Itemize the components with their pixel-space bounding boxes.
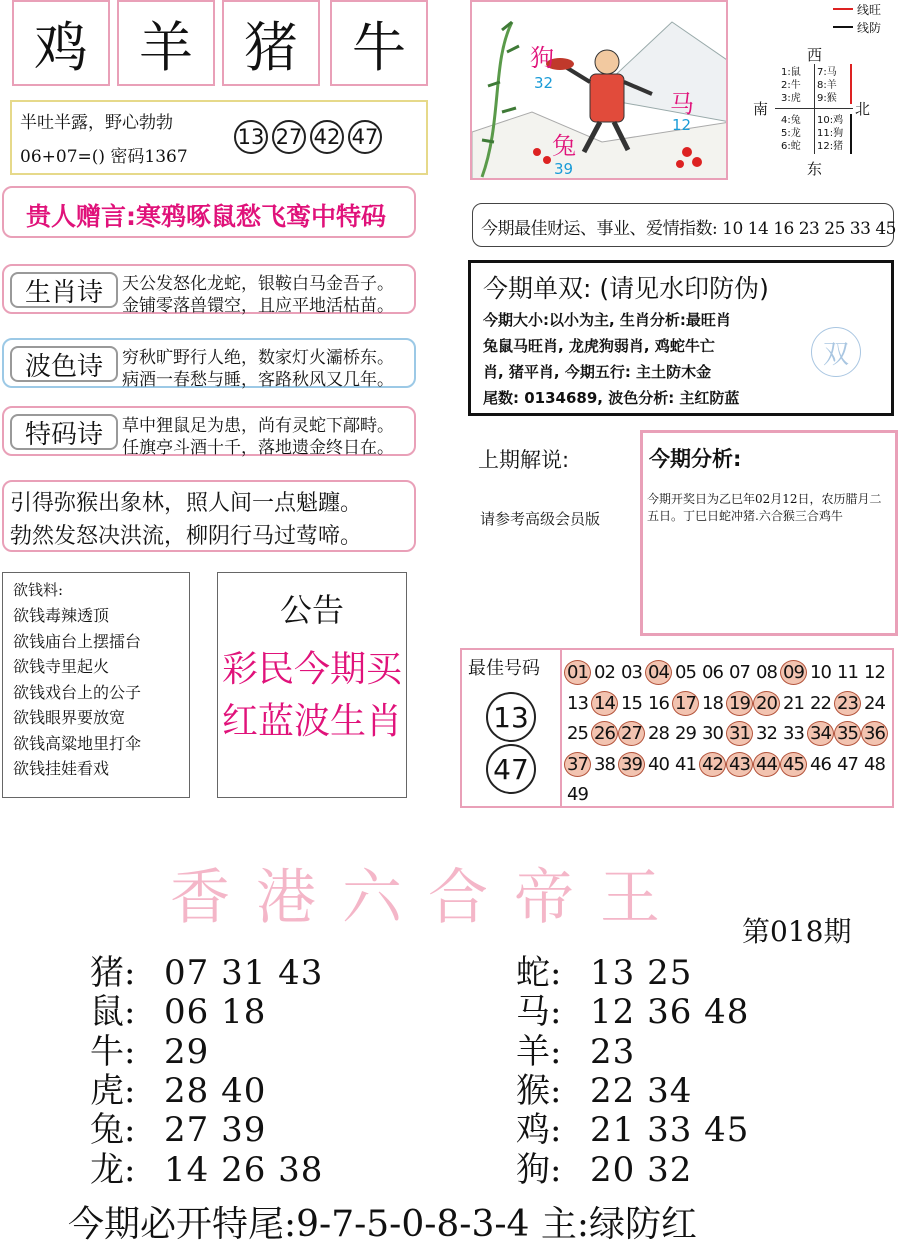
compass: [745, 0, 900, 180]
grid-number: 42: [699, 752, 726, 777]
grid-number: 02: [594, 662, 615, 683]
picture-label-zodiac: 马: [670, 90, 694, 118]
footer-special: 今期必开特尾:9-7-5-0-8-3-4 主:绿防红: [68, 1204, 698, 1245]
best-numbers-box: [460, 648, 894, 808]
legend-red-line: [833, 8, 853, 10]
poem-tag: 波色诗: [10, 346, 118, 382]
compass-black-mark: [850, 114, 852, 154]
grid-number: 41: [675, 753, 696, 775]
compass-v-line: [814, 64, 815, 154]
notice-box: [217, 572, 407, 798]
best-number: 47: [486, 744, 536, 794]
picture-label-num: 32: [534, 74, 554, 92]
zodiac-box-1: 鸡: [12, 0, 110, 86]
grid-number: 48: [864, 753, 885, 775]
money-item: 欲钱高粱地里打伞: [13, 733, 142, 753]
zodiac-row: 马: 12 36 48: [516, 992, 750, 1032]
single-double-line: 肖, 猪平肖, 今期五行: 主土防木金: [483, 363, 712, 381]
grid-number: 35: [834, 721, 861, 746]
verse-line-1: 引得弥猴出象林，照人间一点魁躔。: [10, 491, 363, 516]
grid-number: 27: [618, 721, 645, 746]
picture-box: [470, 0, 728, 180]
grid-number: 13: [567, 692, 588, 714]
best-divider: [560, 650, 562, 806]
grid-number: 23: [834, 691, 861, 716]
grid-number: 01: [564, 660, 591, 685]
picture-label-num: 39: [554, 160, 574, 178]
zodiac-row: 鼠: 06 18: [90, 992, 267, 1032]
legend-black-label: 线防: [857, 21, 882, 35]
grid-number: 34: [807, 721, 834, 746]
grid-number: 37: [564, 752, 591, 777]
verse-box: [2, 480, 416, 552]
grid-number: 19: [726, 691, 753, 716]
poem-zodiac: [2, 264, 416, 314]
zodiac-row: 蛇: 13 25: [516, 953, 693, 993]
notice-title: 公告: [279, 591, 344, 629]
money-box: [2, 572, 190, 798]
zodiac-box-4: 牛: [330, 0, 428, 86]
grid-number: 32: [756, 723, 777, 744]
grid-number: 16: [648, 692, 669, 714]
grid-number: 45: [780, 752, 807, 777]
verse-line-2: 勃然发怒决洪流，柳阴行马过莺啼。: [10, 524, 363, 549]
grid-number: 21: [783, 692, 804, 714]
single-double-lines: [483, 307, 739, 411]
compass-east: 东: [807, 160, 823, 178]
grid-number: 08: [756, 662, 777, 683]
grid-number: 06: [702, 662, 723, 683]
analysis-box: [640, 430, 898, 636]
picture-label-zodiac: 狗: [530, 44, 554, 72]
analysis-title: 今期分析:: [649, 447, 742, 471]
hint-number: 42: [310, 120, 344, 154]
grid-number: 10: [810, 662, 831, 683]
grid-number: 38: [594, 753, 615, 775]
zodiac-row: 羊: 23: [516, 1032, 636, 1072]
money-item: 欲钱挂娃看戏: [13, 759, 110, 778]
poem-line: 病酒一春愁与睡，客路秋风又几年。: [122, 370, 394, 390]
best-title: 最佳号码: [468, 658, 540, 679]
compass-left-bottom: 4:兔 5:龙 6:蛇: [781, 115, 801, 152]
issue-number: 第018期: [742, 915, 852, 948]
noble-quote: 贵人赠言:寒鸦啄鼠愁飞鸾中特码: [26, 202, 386, 231]
grid-number: 43: [726, 752, 753, 777]
fortune-text: 今期最佳财运、事业、爱情指数: 10 14 16 23 25 33 45: [481, 219, 896, 239]
money-item: 欲钱寺里起火: [13, 657, 110, 676]
last-period-text: 请参考高级会员版: [480, 510, 601, 528]
single-double-line: 尾数: 0134689, 波色分析: 主红防蓝: [483, 389, 740, 407]
picture-label-num: 12: [672, 116, 692, 134]
single-double-line: 今期大小:以小为主, 生肖分析:最旺肖: [483, 311, 731, 329]
zodiac-box-3: 猪: [222, 0, 320, 86]
grid-number: 30: [702, 723, 723, 744]
grid-number: 24: [864, 692, 885, 714]
single-double-box: [468, 260, 894, 416]
grid-number: 22: [810, 692, 831, 714]
grid-number: 04: [645, 660, 672, 685]
grid-number: 15: [621, 692, 642, 714]
compass-right-bottom: 10:鸡 11:狗 12:猪: [817, 115, 844, 152]
money-item: 欲钱眼界要放宽: [13, 708, 126, 727]
compass-north: 北: [855, 100, 871, 118]
poem-line: 草中狸鼠足为患，尚有灵蛇下鄗畤。: [122, 416, 394, 436]
grid-number: 07: [729, 662, 750, 683]
zodiac-row: 狗: 20 32: [516, 1150, 693, 1190]
grid-number: 25: [567, 723, 588, 744]
grid-number: 05: [675, 662, 696, 683]
grid-number: 18: [702, 692, 723, 714]
grid-number: 12: [864, 662, 885, 683]
legend-black-line: [833, 26, 853, 28]
grid-number: 09: [780, 660, 807, 685]
zodiac-row: 猪: 07 31 43: [90, 953, 324, 993]
watermark-badge: 双: [811, 327, 861, 377]
notice-line-1: 彩民今期买: [221, 649, 402, 690]
single-double-line: 兔鼠马旺肖, 龙虎狗弱肖, 鸡蛇牛亡: [483, 337, 715, 355]
compass-left-top: 1:鼠 2:牛 3:虎: [781, 67, 801, 104]
hint-number: 47: [348, 120, 382, 154]
poem-color: [2, 338, 416, 388]
noble-quote-box: [2, 186, 416, 238]
hint-number: 13: [234, 120, 268, 154]
grid-number: 47: [837, 753, 858, 775]
grid-number: 20: [753, 691, 780, 716]
hint-line-2: 06+07=() 密码1367: [20, 147, 188, 167]
poem-line: 金铺零落兽镮空，且应平地活枯苗。: [122, 296, 394, 316]
grid-number: 28: [648, 723, 669, 744]
money-list: [13, 603, 141, 782]
grid-number: 14: [591, 691, 618, 716]
grid-number: 39: [618, 752, 645, 777]
grid-number: 44: [753, 752, 780, 777]
single-double-title: 今期单双: (请见水印防伪): [483, 274, 769, 303]
zodiac-row: 猴: 22 34: [516, 1071, 693, 1111]
grid-number: 36: [861, 721, 888, 746]
zodiac-row: 兔: 27 39: [90, 1110, 267, 1150]
fortune-box: [472, 203, 894, 247]
notice-line-2: 红蓝波生肖: [221, 701, 402, 742]
poem-line: 穷秋旷野行人绝，数家灯火灞桥东。: [122, 348, 394, 368]
best-number: 13: [486, 692, 536, 742]
grid-number: 40: [648, 753, 669, 775]
last-period-title: 上期解说:: [478, 448, 570, 472]
zodiac-row: 虎: 28 40: [90, 1071, 267, 1111]
grid-number: 17: [672, 691, 699, 716]
banner-title: 香港六合帝王: [170, 863, 686, 933]
money-title: 欲钱料:: [13, 581, 64, 599]
compass-right-top: 7:马 8:羊 9:猴: [817, 67, 837, 104]
analysis-text: 今期开奖日为乙巳年02月12日，农历腊月二五日。丁巳日蛇冲猪.六合猴三合鸡牛: [647, 492, 882, 523]
money-item: 欲钱庙台上摆擂台: [13, 631, 142, 651]
hint-numbers: [234, 120, 386, 154]
zodiac-row: 牛: 29: [90, 1032, 210, 1072]
zodiac-row: 鸡: 21 33 45: [516, 1110, 750, 1150]
hint-number: 27: [272, 120, 306, 154]
poem-line: 任旗亭斗酒十千，落地遗金终日在。: [122, 438, 394, 458]
grid-number: 33: [783, 723, 804, 744]
picture-label-zodiac: 兔: [552, 132, 576, 160]
compass-red-mark: [850, 64, 852, 104]
poem-tag: 生肖诗: [10, 272, 118, 308]
money-item: 欲钱戏台上的公子: [13, 682, 142, 702]
hint-box: [10, 100, 428, 175]
hint-line-1: 半吐半露，野心勃勃: [20, 113, 173, 133]
grid-number: 31: [726, 721, 753, 746]
poem-line: 天公发怒化龙蛇，银鞍白马金吾子。: [122, 274, 394, 294]
zodiac-box-2: 羊: [117, 0, 215, 86]
grid-number: 26: [591, 721, 618, 746]
compass-south: 南: [753, 100, 769, 118]
grid-number: 29: [675, 723, 696, 744]
poem-special: [2, 406, 416, 456]
zodiac-row: 龙: 14 26 38: [90, 1150, 324, 1190]
grid-number: 03: [621, 662, 642, 683]
compass-west: 西: [807, 46, 823, 64]
grid-number: 11: [837, 662, 858, 683]
poem-tag: 特码诗: [10, 414, 118, 450]
grid-number: 46: [810, 753, 831, 775]
money-item: 欲钱毒辣透顶: [13, 606, 110, 625]
grid-number: 49: [567, 784, 588, 805]
legend-red-label: 线旺: [857, 3, 882, 17]
